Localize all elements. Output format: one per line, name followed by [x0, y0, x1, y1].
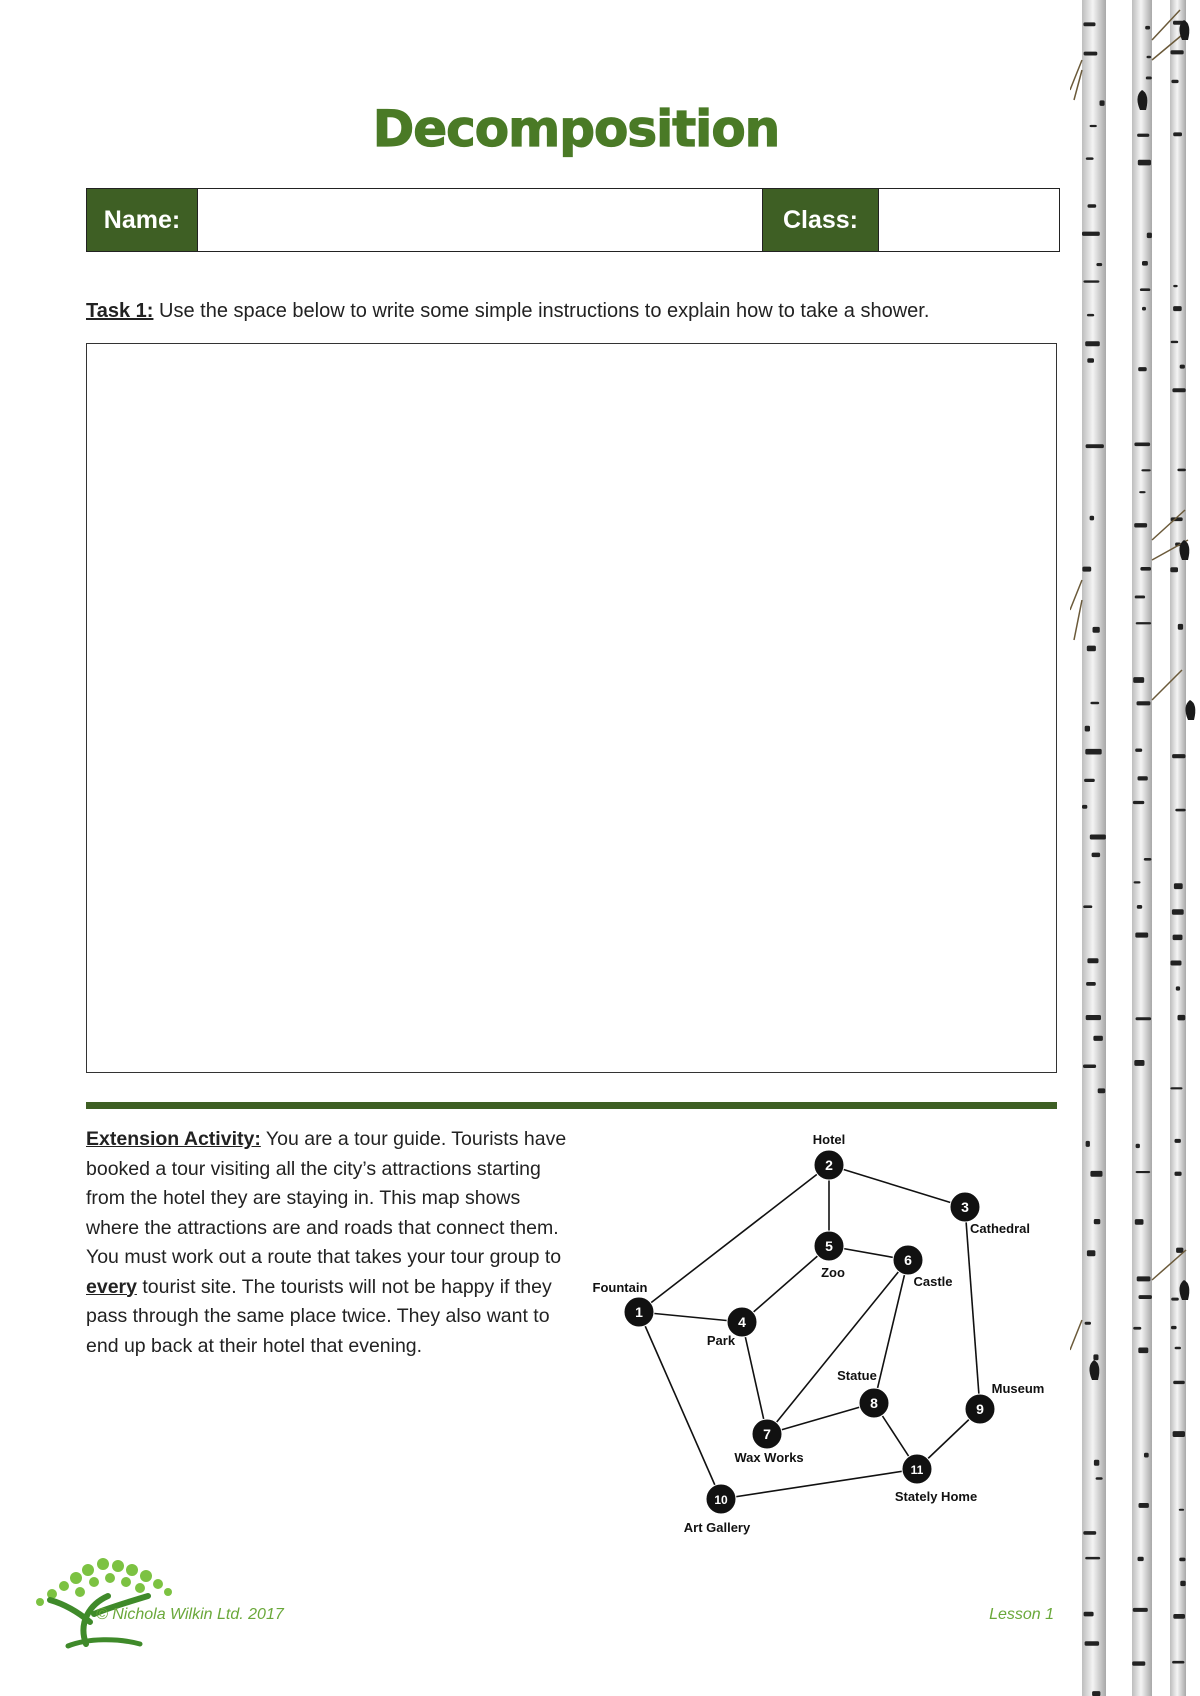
map-node-number: 10: [714, 1493, 728, 1507]
map-road-5-4: [742, 1246, 829, 1322]
map-node-label: Statue: [837, 1368, 877, 1383]
map-node-number: 1: [635, 1304, 643, 1320]
page-title: Decomposition: [372, 100, 780, 158]
map-node-number: 2: [825, 1157, 833, 1173]
map-node-label: Zoo: [821, 1265, 845, 1280]
class-label: Class:: [763, 189, 879, 251]
birch-trees-icon: [1070, 0, 1200, 1696]
map-road-1-2: [639, 1165, 829, 1312]
extension-text-before: You are a tour guide. Tourists have booked a tour visiting all the city’s attractions starting from the hotel they are staying in. This map shows where the attractions are and roads that connect them. You must work out a route that takes your tour group to: [86, 1128, 567, 1268]
map-node-label: Art Gallery: [683, 1520, 751, 1535]
map-node-label: Stately Home: [894, 1489, 978, 1504]
map-node-number: 8: [870, 1395, 878, 1411]
map-node-label: Cathedral: [970, 1221, 1030, 1236]
map-road-7-8: [767, 1403, 874, 1434]
extension-emphasis: every: [86, 1275, 137, 1298]
map-node-label: Wax Works: [734, 1450, 804, 1465]
map-node-number: 9: [976, 1401, 984, 1417]
map-node-label: Fountain: [592, 1280, 648, 1295]
tree-logo-icon: [28, 1552, 188, 1652]
map-road-4-7: [742, 1322, 767, 1434]
map-road-3-9: [965, 1207, 980, 1409]
name-label: Name:: [87, 189, 198, 251]
map-node-number: 4: [738, 1314, 746, 1330]
map-node-label: Park: [706, 1333, 736, 1348]
map-node-label: Museum: [991, 1381, 1045, 1396]
copyright-text: © Nichola Wilkin Ltd. 2017: [96, 1606, 284, 1623]
extension-text-after: tourist site. The tourists will not be happy if they pass through the same place twice. They also want to end up back at their hotel that evening.: [86, 1275, 552, 1357]
map-road-2-3: [829, 1165, 965, 1207]
map-road-1-4: [639, 1312, 742, 1322]
map-node-label: Hotel: [812, 1132, 846, 1147]
task1-text: Use the space below to write some simple instructions to explain how to take a shower.: [153, 300, 930, 322]
map-node-label: Castle: [913, 1274, 953, 1289]
map-node-number: 11: [910, 1463, 924, 1477]
map-node-number: 5: [825, 1238, 833, 1254]
extension-label: Extension Activity:: [86, 1128, 261, 1150]
task1-label: Task 1:: [86, 300, 154, 322]
map-road-10-11: [721, 1469, 917, 1499]
map-node-number: 7: [763, 1426, 771, 1442]
lesson-label: Lesson 1: [989, 1606, 1054, 1623]
map-node-number: 6: [904, 1252, 912, 1268]
map-node-number: 3: [961, 1199, 969, 1215]
